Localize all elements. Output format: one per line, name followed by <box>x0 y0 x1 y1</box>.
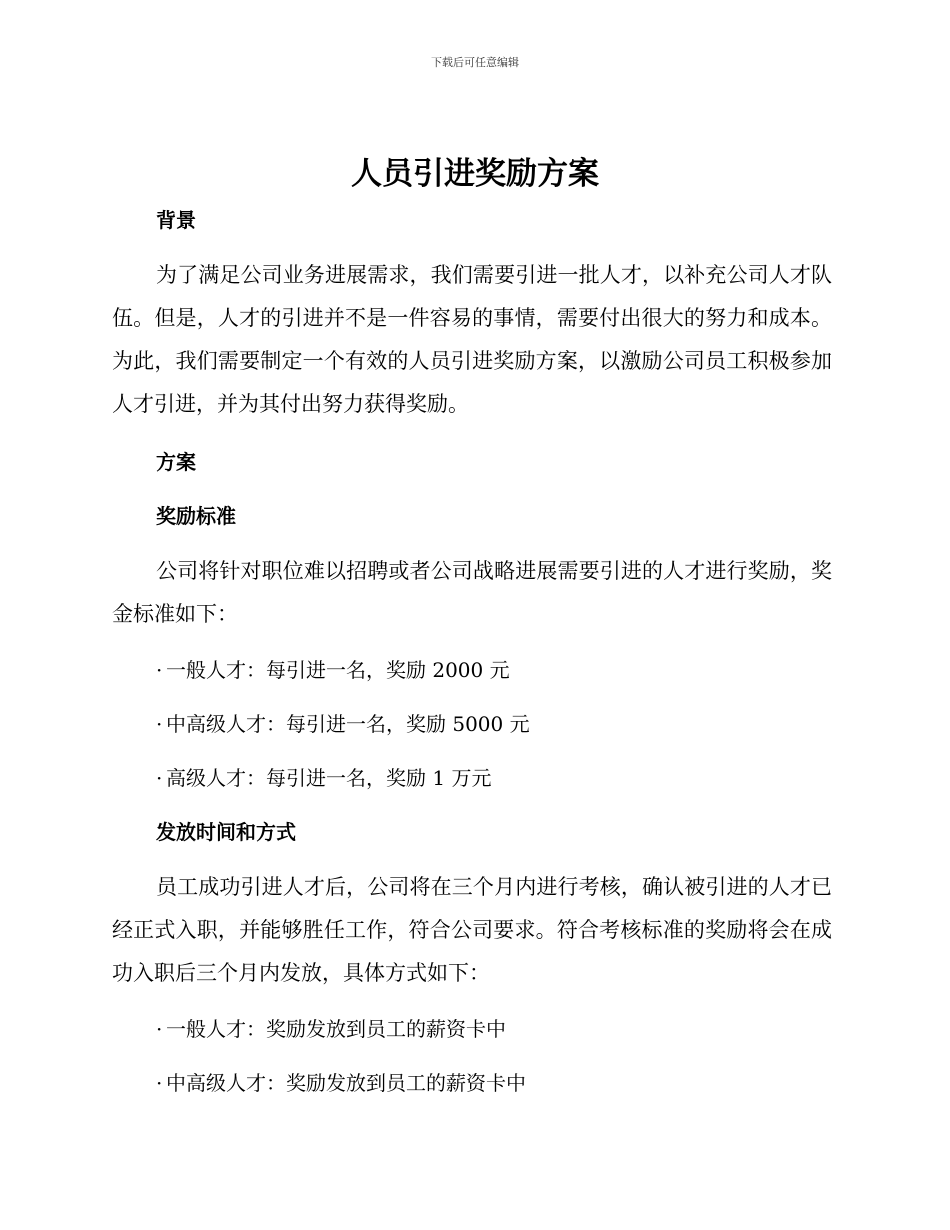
list-item <box>112 650 832 690</box>
bullet-mark: · <box>156 1071 163 1095</box>
list-item <box>112 1009 832 1049</box>
document-body <box>112 200 832 1103</box>
list-item-text: 中高级人才：奖励发放到员工的薪资卡中 <box>166 1071 526 1095</box>
list-item <box>112 704 832 744</box>
list-item <box>112 758 832 798</box>
bullet-mark: · <box>156 658 163 682</box>
document-title: 人员引进奖励方案 <box>351 156 599 192</box>
bullet-mark: · <box>156 712 163 736</box>
paragraph-payment: 员工成功引进人才后，公司将在三个月内进行考核，确认被引进的人才已经正式入职，并能够胜任工作，符合公司要求。符合考核标准的奖励将会在成功入职后三个月内发放，具体方式如下： <box>112 875 832 985</box>
paragraph-standard: 公司将针对职位难以招聘或者公司战略进展需要引进的人才进行奖励，奖金标准如下： <box>112 559 832 626</box>
bullet-mark: · <box>156 1017 163 1041</box>
section-heading-standard: 奖励标准 <box>156 504 236 528</box>
list-item-text: 中高级人才：每引进一名，奖励 5000 元 <box>166 712 530 736</box>
paragraph-background: 为了满足公司业务进展需求，我们需要引进一批人才，以补充公司人才队伍。但是，人才的引进并不是一件容易的事情，需要付出很大的努力和成本。为此，我们需要制定一个有效的人员引进奖励方案，以激励公司员工积极参加人才引进，并为其付出努力获得奖励。 <box>112 263 832 416</box>
list-item-text: 一般人才：奖励发放到员工的薪资卡中 <box>166 1017 506 1041</box>
list-item-text: 一般人才：每引进一名，奖励 2000 元 <box>166 658 510 682</box>
list-item <box>112 1063 832 1103</box>
list-item-text: 高级人才：每引进一名，奖励 1 万元 <box>166 766 492 790</box>
bullet-mark: · <box>156 766 163 790</box>
section-heading-plan: 方案 <box>156 450 196 474</box>
section-heading-payment: 发放时间和方式 <box>156 820 296 844</box>
header-note: 下载后可任意编辑 <box>431 56 519 69</box>
section-heading-background: 背景 <box>156 208 196 232</box>
